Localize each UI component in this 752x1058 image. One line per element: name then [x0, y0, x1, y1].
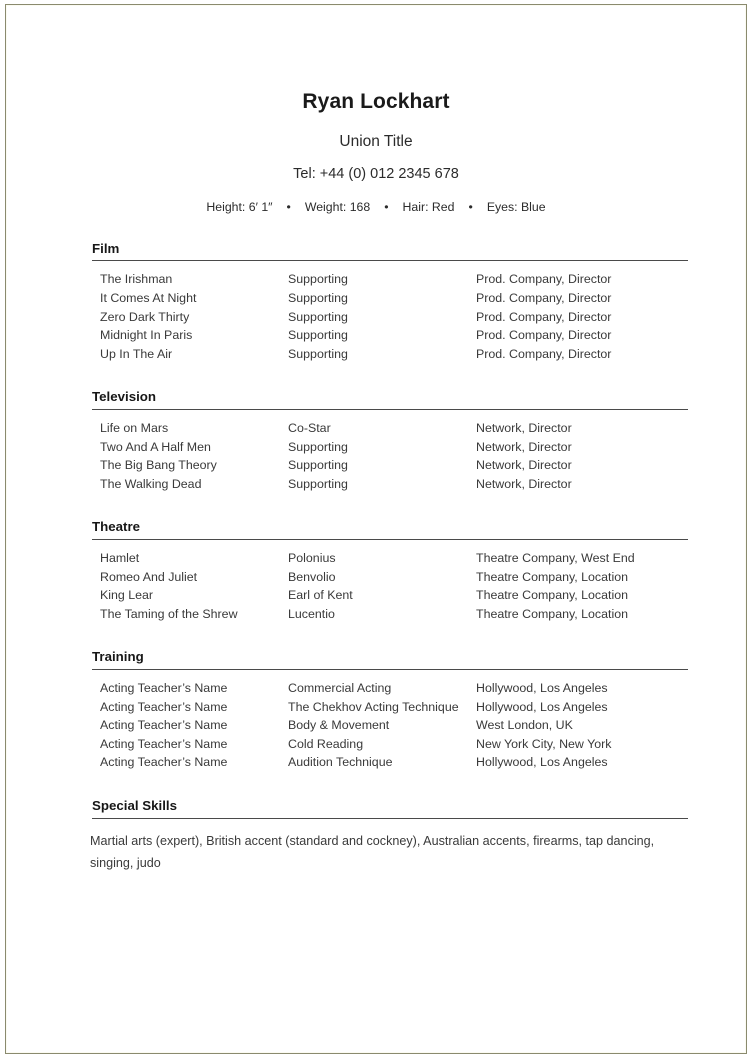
table-row [0, 308, 752, 327]
credit-detail: West London, UK [476, 718, 573, 733]
table-row [0, 419, 752, 438]
credit-title: The Taming of the Shrew [100, 606, 238, 621]
resume-sections [0, 241, 752, 874]
section-rows [0, 549, 752, 623]
stat-item: Eyes: Blue [486, 200, 546, 215]
section-rule [92, 409, 688, 410]
section-title: Special Skills [92, 797, 178, 813]
credit-title: Romeo And Juliet [100, 569, 198, 584]
phone-number: Tel: +44 (0) 012 2345 678 [293, 165, 459, 182]
table-row [0, 716, 752, 735]
union-title: Union Title [339, 133, 413, 151]
credit-detail: Theatre Company, Location [476, 606, 628, 621]
credit-detail: Prod. Company, Director [476, 272, 612, 287]
table-row [0, 679, 752, 698]
credit-role: Supporting [288, 272, 348, 287]
section-rule [92, 260, 688, 261]
credit-detail: Prod. Company, Director [476, 309, 612, 324]
resume-header [0, 0, 752, 215]
credit-role: Supporting [288, 328, 348, 343]
credit-role: Commercial Acting [288, 680, 392, 695]
credit-role: Benvolio [288, 569, 336, 584]
table-row [0, 753, 752, 772]
table-row [0, 735, 752, 754]
credit-role: The Chekhov Acting Technique [288, 699, 459, 714]
credit-title: Acting Teacher’s Name [100, 718, 228, 733]
table-row [0, 605, 752, 624]
credit-detail: Prod. Company, Director [476, 346, 612, 361]
physical-stats-line [0, 200, 752, 215]
section-title: Training [92, 649, 144, 665]
stat-separator: • [384, 200, 389, 215]
section-rows [0, 419, 752, 493]
resume-section [0, 519, 752, 623]
table-row [0, 698, 752, 717]
credit-role: Audition Technique [288, 755, 393, 770]
credit-role: Supporting [288, 458, 348, 473]
credit-title: Hamlet [100, 551, 140, 565]
credit-title: Two And A Half Men [100, 439, 211, 454]
credit-detail: Network, Director [476, 458, 572, 473]
section-header [92, 519, 688, 540]
credit-title: King Lear [100, 588, 154, 603]
credit-role: Supporting [288, 476, 348, 491]
credit-detail: Prod. Company, Director [476, 328, 612, 343]
section-header [92, 798, 688, 819]
credit-role: Supporting [288, 309, 348, 324]
table-row [0, 456, 752, 475]
credit-detail: Theatre Company, West End [476, 551, 635, 565]
credit-title: Life on Mars [100, 421, 169, 436]
credit-title: It Comes At Night [100, 291, 197, 306]
table-row [0, 270, 752, 289]
credit-title: Acting Teacher’s Name [100, 680, 228, 695]
resume-section [0, 649, 752, 772]
credit-role: Polonius [288, 551, 336, 565]
credit-title: Zero Dark Thirty [100, 309, 190, 324]
resume-section [0, 798, 752, 874]
stat-separator: • [468, 200, 473, 215]
credit-detail: Hollywood, Los Angeles [476, 699, 608, 714]
credit-role: Body & Movement [288, 718, 390, 733]
table-row [0, 345, 752, 364]
credit-detail: Theatre Company, Location [476, 569, 628, 584]
section-header [92, 649, 688, 670]
table-row [0, 475, 752, 494]
resume-section [0, 241, 752, 364]
section-header [92, 389, 688, 410]
credit-role: Supporting [288, 439, 348, 454]
special-skills-text: Martial arts (expert), British accent (standard and cockney), Australian accents, firearms, tap dancing, singing, judo [90, 833, 655, 870]
credit-detail: Network, Director [476, 421, 572, 436]
section-rule [92, 539, 688, 540]
credit-role: Earl of Kent [288, 588, 353, 603]
credit-title: Acting Teacher’s Name [100, 699, 228, 714]
section-rule [92, 818, 688, 819]
stat-item: Weight: 168 [304, 200, 371, 215]
credit-detail: Network, Director [476, 476, 572, 491]
table-row [0, 438, 752, 457]
credit-detail: Prod. Company, Director [476, 291, 612, 306]
credit-role: Lucentio [288, 606, 335, 621]
credit-title: Up In The Air [100, 346, 173, 361]
section-rule [92, 669, 688, 670]
table-row [0, 326, 752, 345]
credit-role: Supporting [288, 346, 348, 361]
credit-title: The Walking Dead [100, 476, 202, 491]
stat-item: Hair: Red [402, 200, 455, 215]
table-row [0, 568, 752, 587]
section-title: Film [92, 240, 120, 256]
credit-detail: Hollywood, Los Angeles [476, 680, 608, 695]
section-rows [0, 679, 752, 772]
credit-role: Supporting [288, 291, 348, 306]
table-row [0, 289, 752, 308]
credit-title: Midnight In Paris [100, 328, 193, 343]
section-rows [0, 270, 752, 363]
credit-title: Acting Teacher’s Name [100, 736, 228, 751]
section-title: Television [92, 389, 157, 405]
section-header [92, 241, 688, 262]
credit-role: Cold Reading [288, 736, 364, 751]
stat-item: Height: 6′ 1″ [206, 200, 273, 215]
resume-section [0, 389, 752, 493]
credit-detail: Network, Director [476, 439, 572, 454]
credit-role: Co-Star [288, 421, 331, 436]
stat-separator: • [286, 200, 291, 215]
credit-detail: New York City, New York [476, 736, 612, 751]
credit-detail: Hollywood, Los Angeles [476, 755, 608, 770]
performer-name: Ryan Lockhart [302, 90, 450, 113]
credit-title: The Big Bang Theory [100, 458, 217, 473]
credit-title: The Irishman [100, 272, 173, 287]
table-row [0, 586, 752, 605]
credit-title: Acting Teacher’s Name [100, 755, 228, 770]
table-row [0, 549, 752, 568]
credit-detail: Theatre Company, Location [476, 588, 628, 603]
section-title: Theatre [92, 519, 141, 535]
